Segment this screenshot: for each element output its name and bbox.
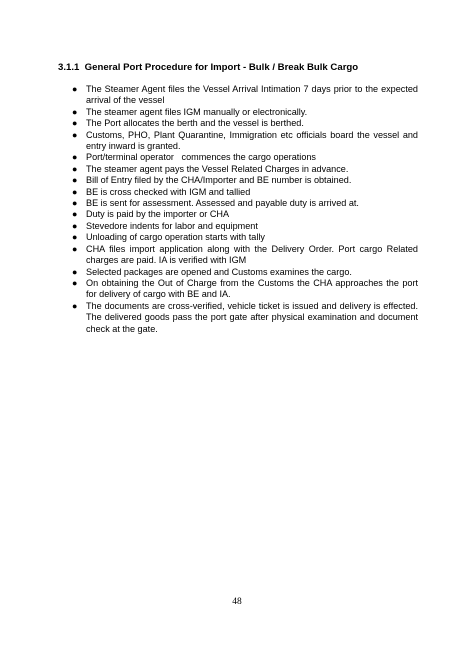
list-item xyxy=(72,84,418,107)
list-item-text: On obtaining the Out of Charge from the Customs the CHA approaches the port for delivery of cargo with BE and IA. xyxy=(86,277,418,300)
bullet-icon: ● xyxy=(72,129,78,140)
bullet-icon: ● xyxy=(72,220,78,231)
list-item-text: Stevedore indents for labor and equipment xyxy=(86,220,258,231)
list-item-text: CHA files import application along with the Delivery Order. Port cargo Related charges are paid. IA is verified with IGM xyxy=(86,243,418,266)
list-item xyxy=(72,278,418,301)
section-title: General Port Procedure for Import - Bulk / Break Bulk Cargo xyxy=(84,62,359,73)
list-item xyxy=(72,164,418,175)
bullet-icon: ● xyxy=(72,300,78,311)
bullet-icon: ● xyxy=(72,186,78,197)
bullet-icon: ● xyxy=(72,198,78,209)
list-item-text: The documents are cross-verified, vehicle ticket is issued and delivery is effected. The delivered goods pass the port gate after physical examination and document check at the gate. xyxy=(86,300,418,334)
bullet-icon: ● xyxy=(72,232,78,243)
list-item-text: BE is sent for assessment. Assessed and payable duty is arrived at. xyxy=(86,198,359,209)
list-item xyxy=(72,221,418,232)
list-item xyxy=(72,118,418,129)
bullet-icon: ● xyxy=(72,209,78,220)
list-item xyxy=(72,175,418,186)
bullet-icon: ● xyxy=(72,84,78,94)
list-item xyxy=(72,267,418,278)
procedure-list xyxy=(72,84,418,335)
list-item-text: The Steamer Agent files the Vessel Arrival Intimation 7 days prior to the expected arrival of the vessel xyxy=(86,84,418,106)
list-item-text: Port/terminal operator commences the cargo operations xyxy=(86,152,316,163)
list-item xyxy=(72,232,418,243)
bullet-icon: ● xyxy=(72,277,78,288)
bullet-icon: ● xyxy=(72,163,78,174)
list-item-text: Customs, PHO, Plant Quarantine, Immigration etc officials board the vessel and entry inward is granted. xyxy=(86,129,418,152)
list-item-text: Selected packages are opened and Customs examines the cargo. xyxy=(86,266,352,277)
list-item-text: BE is cross checked with IGM and tallied xyxy=(86,186,251,197)
section-number: 3.1.1 xyxy=(58,62,80,73)
list-item xyxy=(72,301,418,335)
list-item xyxy=(72,152,418,163)
list-item-text: The Port allocates the berth and the vessel is berthed. xyxy=(86,118,304,129)
list-item xyxy=(72,187,418,198)
list-item-text: Bill of Entry filed by the CHA/Importer and BE number is obtained. xyxy=(86,175,352,186)
bullet-icon: ● xyxy=(72,243,78,254)
bullet-icon: ● xyxy=(72,152,78,163)
bullet-icon: ● xyxy=(72,266,78,277)
bullet-icon: ● xyxy=(72,175,78,186)
section-heading xyxy=(58,62,358,73)
list-item xyxy=(72,244,418,267)
list-item-text: The steamer agent pays the Vessel Related Charges in advance. xyxy=(86,163,349,174)
list-item xyxy=(72,209,418,220)
list-item xyxy=(72,107,418,118)
bullet-icon: ● xyxy=(72,106,78,117)
list-item xyxy=(72,130,418,153)
bullet-icon: ● xyxy=(72,118,78,129)
list-item-text: Duty is paid by the importer or CHA xyxy=(86,209,230,220)
list-item-text: The steamer agent files IGM manually or electronically. xyxy=(86,106,308,117)
list-item-text: Unloading of cargo operation starts with tally xyxy=(86,232,265,243)
page-number: 48 xyxy=(232,597,242,607)
list-item xyxy=(72,198,418,209)
